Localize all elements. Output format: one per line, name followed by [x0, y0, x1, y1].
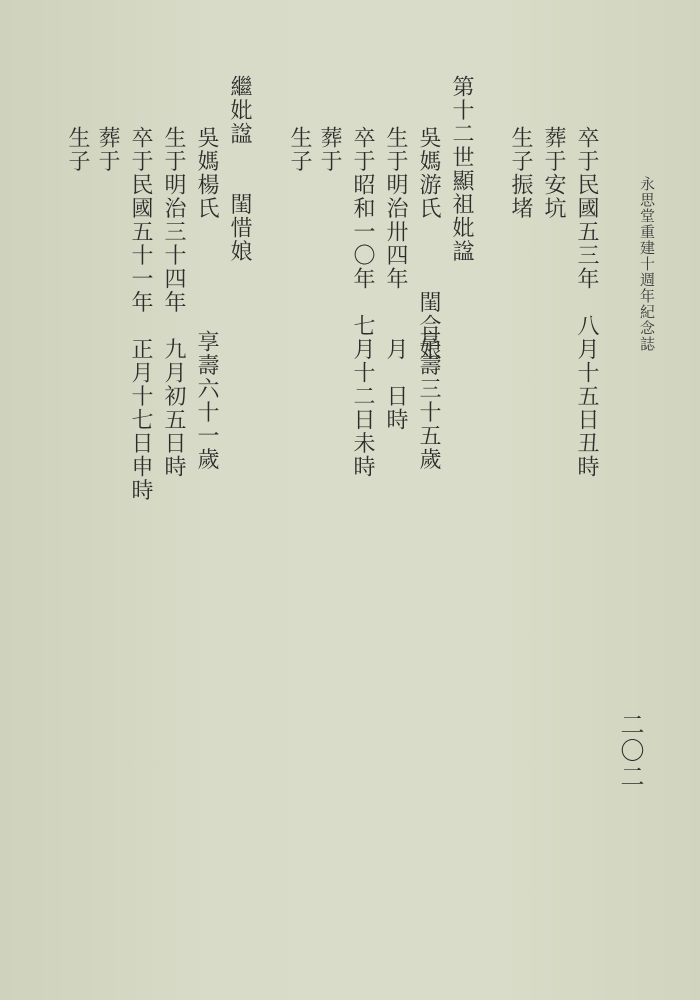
- entry-12th-burial: 葬于: [317, 126, 342, 173]
- entry-12th-birth: 生于明治卅四年 月 日時: [383, 126, 408, 432]
- prev-death-line: 卒于民國五三年 八月十五日丑時: [574, 126, 599, 479]
- entry-12th-death: 卒于昭和一〇年 七月十二日未時: [350, 126, 375, 479]
- entry-12th-age: 享壽三十五歲: [416, 330, 441, 471]
- running-header: 永思堂重建十週年紀念誌: [638, 176, 656, 352]
- entry-step-burial: 葬于: [95, 126, 120, 173]
- prev-children-line: 生子振堵: [508, 126, 533, 220]
- prev-burial-line: 葬于安坑: [541, 126, 566, 220]
- entry-12th-heading: 第十二世顯祖妣諡: [449, 75, 474, 263]
- entry-step-heading: 繼妣諡 閨惜娘: [227, 75, 252, 263]
- entry-step-name: 吳媽楊氏: [194, 126, 219, 220]
- entry-12th-name: 吳媽游氏 閨合娘: [416, 126, 441, 361]
- page-number: 二〇二: [616, 712, 644, 790]
- entry-step-death: 卒于民國五十一年 正月十七日申時: [128, 126, 153, 502]
- entry-step-birth: 生于明治三十四年 九月初五日時: [161, 126, 186, 479]
- entry-step-children: 生子: [65, 126, 90, 173]
- entry-12th-children: 生子: [287, 126, 312, 173]
- entry-step-age: 享壽六十一歲: [194, 330, 219, 471]
